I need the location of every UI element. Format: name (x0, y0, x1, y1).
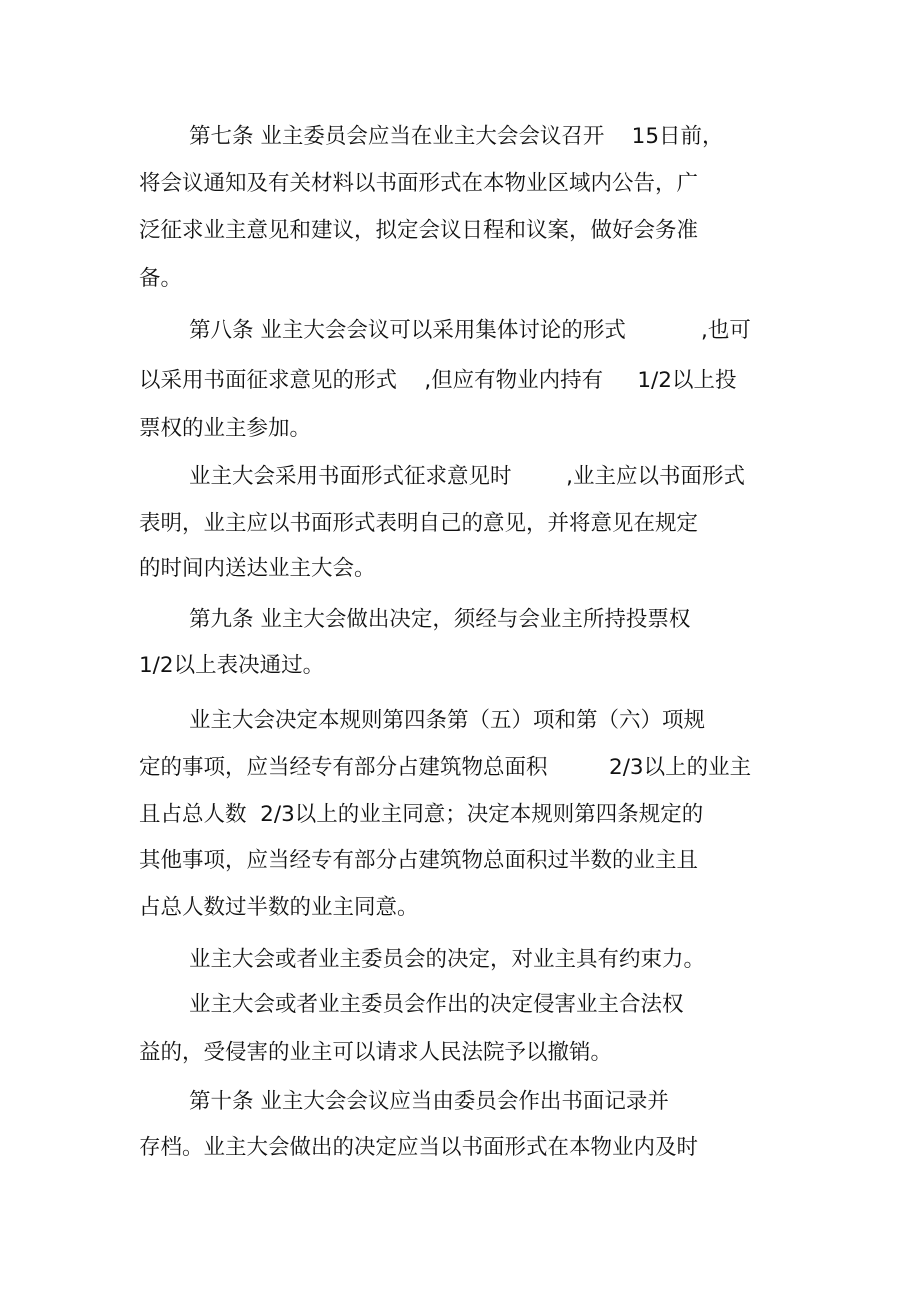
text-line: 第七条 业主委员会应当在业主大会会议召开 15日前， (189, 124, 724, 149)
text-line: 业主大会或者业主委员会的决定，对业主具有约束力。 (189, 947, 706, 972)
text-line: 定的事项，应当经专有部分占建筑物总面积 2/3以上的业主 (139, 755, 752, 780)
text-line: 泛征求业主意见和建议，拟定会议日程和议案，做好会务准 (139, 218, 699, 243)
text-line: 将会议通知及有关材料以书面形式在本物业区域内公告，广 (139, 171, 699, 196)
text-line: 业主大会决定本规则第四条第（五）项和第（六）项规 (189, 708, 706, 733)
text-line: 占总人数过半数的业主同意。 (139, 895, 419, 920)
text-line: 且占总人数 2/3以上的业主同意；决定本规则第四条规定的 (139, 802, 704, 827)
text-line: 表明，业主应以书面形式表明自己的意见，并将意见在规定 (139, 511, 699, 536)
text-line: 1/2以上表决通过。 (139, 653, 325, 678)
text-line: 其他事项，应当经专有部分占建筑物总面积过半数的业主且 (139, 848, 699, 873)
text-line: 第十条 业主大会会议应当由委员会作出书面记录并 (189, 1089, 669, 1114)
text-line: 业主大会采用书面形式征求意见时 ,业主应以书面形式 (189, 464, 746, 489)
text-line: 票权的业主参加。 (139, 416, 312, 441)
text-line: 的时间内送达业主大会。 (139, 556, 376, 581)
text-line: 第九条 业主大会做出决定，须经与会业主所持投票权 (189, 607, 691, 632)
text-line: 业主大会或者业主委员会作出的决定侵害业主合法权 (189, 992, 684, 1017)
text-line: 第八条 业主大会会议可以采用集体讨论的形式 ,也可 (189, 318, 751, 343)
text-line: 备。 (139, 266, 183, 291)
text-line: 益的，受侵害的业主可以请求人民法院予以撤销。 (139, 1040, 613, 1065)
text-line: 存档。业主大会做出的决定应当以书面形式在本物业内及时 (139, 1135, 699, 1160)
text-line: 以采用书面征求意见的形式 ,但应有物业内持有 1/2以上投 (139, 368, 737, 393)
